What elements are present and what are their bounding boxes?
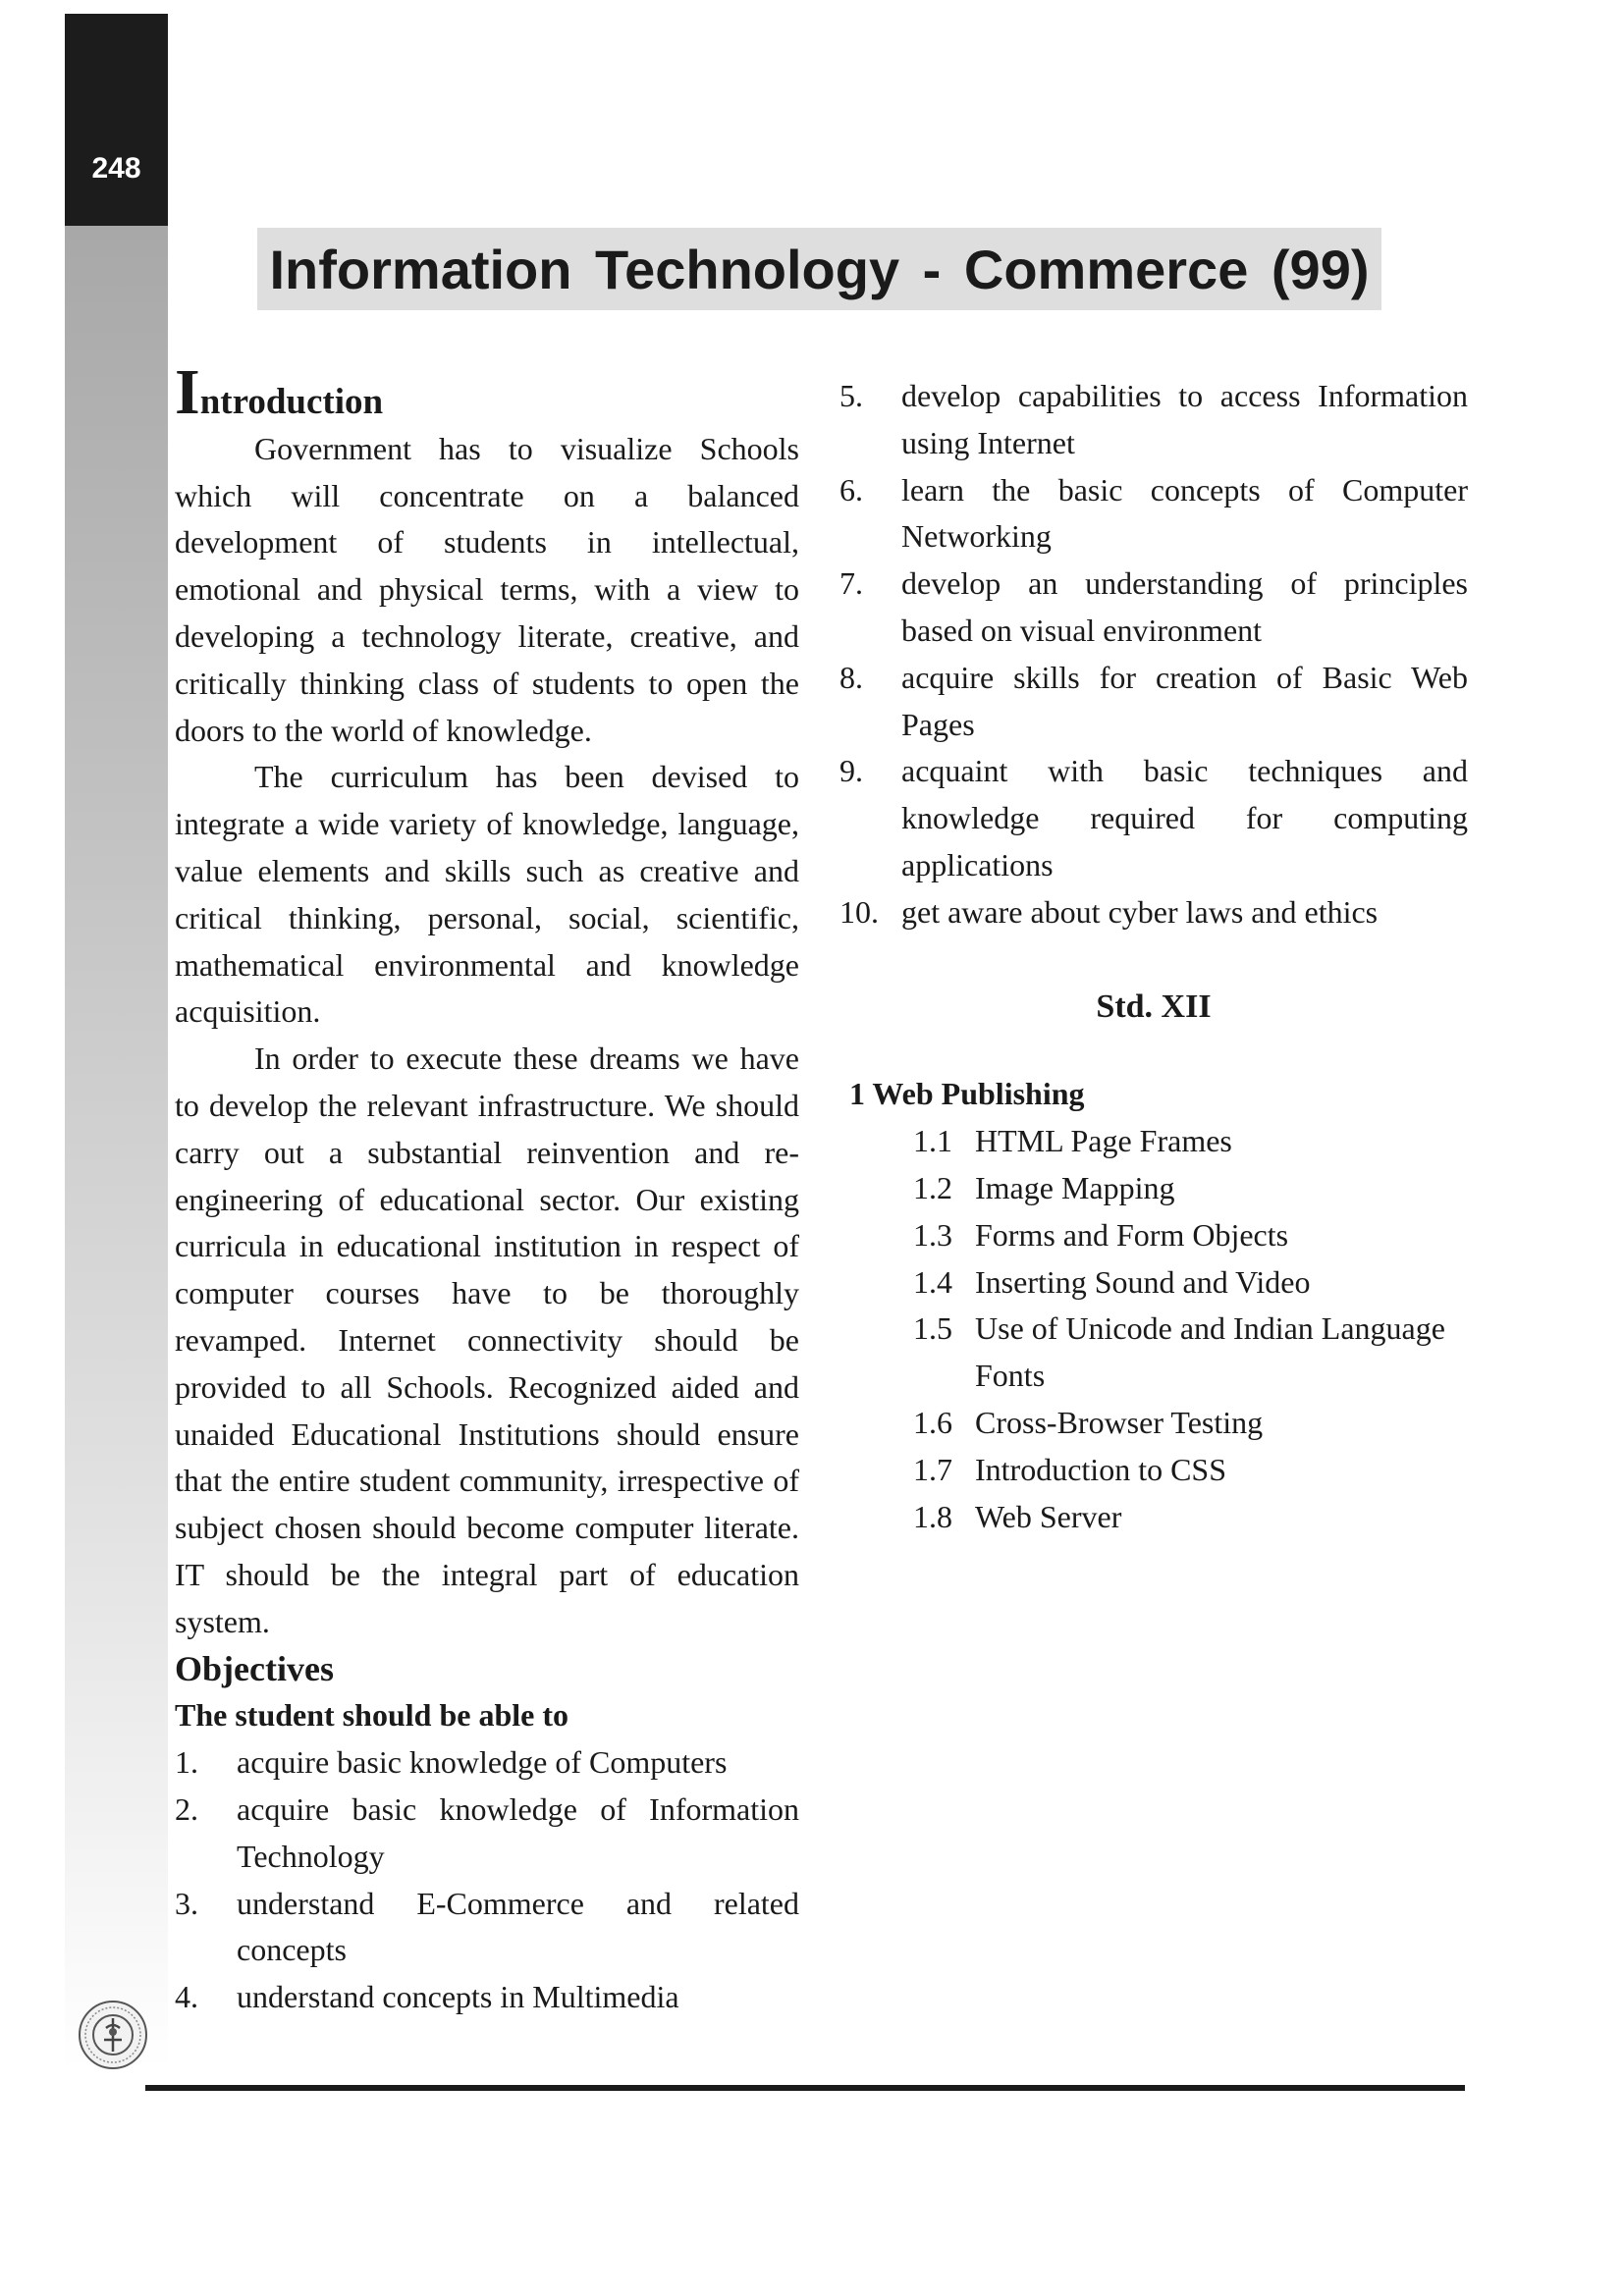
topic-number: 1.2 xyxy=(913,1169,952,1205)
objective-text: understand E-Commerce and related concepts xyxy=(237,1885,799,1968)
objective-item xyxy=(175,1974,799,2021)
topic-number: 1.7 xyxy=(913,1451,952,1487)
topic-text: Forms and Form Objects xyxy=(975,1216,1289,1253)
objective-item xyxy=(175,1881,799,1975)
objective-item xyxy=(175,1787,799,1881)
objective-item xyxy=(839,748,1468,888)
objective-text: acquire basic knowledge of Information Technology xyxy=(237,1790,799,1874)
page-number: 248 xyxy=(91,152,141,185)
topic-number: 1.4 xyxy=(913,1263,952,1300)
topic-item xyxy=(913,1494,1468,1541)
objective-text: get aware about cyber laws and ethics xyxy=(901,893,1379,930)
objectives-heading: Objectives xyxy=(175,1648,334,1688)
objective-text: develop an understanding of principles based on visual environment xyxy=(901,565,1468,648)
objective-item xyxy=(839,373,1468,467)
objective-number: 9. xyxy=(839,753,863,789)
objectives-subheading: The student should be able to xyxy=(175,1697,568,1734)
topic-text: Use of Unicode and Indian Language Fonts xyxy=(975,1310,1445,1394)
intro-paragraph: Government has to visualize Schools which will concentrate on a balanced development of students in intellectual, emotional and physical terms, with a view to developing a technology literate, creative, and critically thinking class of students to open the doors to the world of knowledge. xyxy=(175,430,799,748)
objective-number: 5. xyxy=(839,378,863,413)
topic-item xyxy=(913,1118,1468,1165)
topic-item xyxy=(913,1165,1468,1212)
objective-number: 10. xyxy=(839,893,879,930)
std-heading: Std. XII xyxy=(1096,988,1212,1025)
unit-title: 1 Web Publishing xyxy=(849,1076,1085,1112)
objective-text: acquire skills for creation of Basic Web Pages xyxy=(901,659,1468,742)
introduction-heading xyxy=(175,356,799,428)
objective-number: 2. xyxy=(175,1790,198,1827)
topic-item xyxy=(913,1400,1468,1447)
objective-item xyxy=(175,1739,799,1787)
objective-item xyxy=(839,655,1468,749)
left-column xyxy=(175,356,799,2021)
intro-paragraph: The curriculum has been devised to integrate a wide variety of knowledge, language, value elements and skills such as creative and critical thinking, personal, social, scientific, mathematical environmental and knowledge acquisition. xyxy=(175,759,799,1030)
objective-number: 4. xyxy=(175,1979,198,2015)
margin-band xyxy=(65,226,168,2071)
objective-item xyxy=(839,561,1468,655)
topic-number: 1.1 xyxy=(913,1123,952,1159)
introduction-heading-rest: ntroduction xyxy=(199,382,384,422)
topic-text: HTML Page Frames xyxy=(975,1123,1232,1159)
objective-text: develop capabilities to access Information using Internet xyxy=(901,378,1468,460)
topic-number: 1.8 xyxy=(913,1498,952,1534)
objective-number: 7. xyxy=(839,565,863,602)
topic-text: Web Server xyxy=(975,1498,1122,1534)
objective-number: 1. xyxy=(175,1744,198,1781)
institution-emblem-icon xyxy=(77,1999,149,2071)
objectives-list-right xyxy=(839,373,1468,936)
topic-list xyxy=(839,1118,1468,1540)
topic-item xyxy=(913,1212,1468,1259)
objective-text: acquire basic knowledge of Computers xyxy=(237,1744,728,1781)
objective-text: acquaint with basic techniques and knowledge required for computing applications xyxy=(901,753,1468,882)
objective-text: understand concepts in Multimedia xyxy=(237,1979,679,2015)
objective-number: 8. xyxy=(839,659,863,695)
objectives-list-left xyxy=(175,1739,799,2021)
intro-paragraph: In order to execute these dreams we have to develop the relevant infrastructure. We should carry out a substantial reinvention and re-engineering of educational sector. Our existing curricula in educational institution in respect of computer courses have to be thoroughly revamped. Internet connectivity should be provided to all Schools. Recognized aided and unaided Educational Institutions should ensure that the entire student community, irrespective of subject chosen should become computer literate. IT should be the integral part of education system. xyxy=(175,1041,799,1639)
topic-text: Image Mapping xyxy=(975,1169,1175,1205)
objective-number: 6. xyxy=(839,471,863,507)
introduction-heading-cap: I xyxy=(175,356,200,428)
topic-text: Inserting Sound and Video xyxy=(975,1263,1311,1300)
footer-rule xyxy=(145,2085,1465,2091)
objective-text: learn the basic concepts of Computer Networking xyxy=(901,471,1468,555)
topic-item xyxy=(913,1259,1468,1307)
topic-number: 1.6 xyxy=(913,1404,952,1440)
topic-item xyxy=(913,1447,1468,1494)
topic-text: Cross-Browser Testing xyxy=(975,1404,1264,1440)
topic-text: Introduction to CSS xyxy=(975,1451,1227,1487)
objective-item xyxy=(839,889,1468,936)
topic-item xyxy=(913,1306,1468,1400)
page-title: Information Technology - Commerce (99) xyxy=(269,238,1370,300)
right-column xyxy=(839,373,1468,1540)
topic-number: 1.3 xyxy=(913,1216,952,1253)
page-number-tab xyxy=(65,14,168,226)
topic-number: 1.5 xyxy=(913,1310,952,1347)
objective-item xyxy=(839,467,1468,561)
objective-number: 3. xyxy=(175,1885,198,1921)
